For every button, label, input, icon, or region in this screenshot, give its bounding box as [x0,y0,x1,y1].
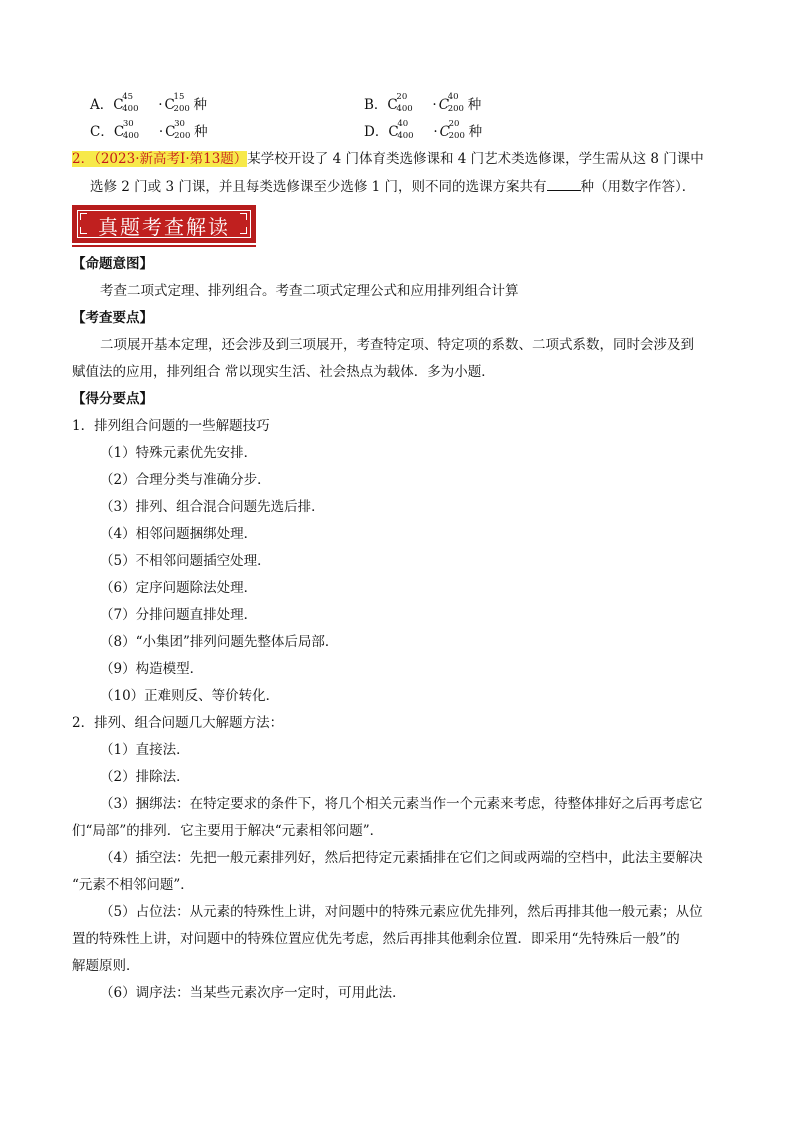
combination-symbol: C 30 200 [165,119,191,141]
score-heading: 【得分要点】 [72,391,153,407]
question-2-line-2: 选修 2 门或 3 门课，并且每类选修课至少选修 1 门，则不同的选课方案共有 种（用数字作答）． [90,176,695,197]
list-item: （4）相邻问题捆绑处理． [100,526,258,542]
question-2-line-1 [72,149,704,169]
option-d-label: D． [364,124,389,140]
combination-symbol: C 30 400 [113,119,140,141]
banner-title: 真题考查解读 [98,215,230,239]
list-item: （8）“小集团”排列问题先整体后局部． [100,634,339,650]
option-a[interactable]: A．C 45 400 · C 15 200 种 [90,92,208,114]
option-b[interactable]: B．C 20 400 · C 40 200 种 [364,92,482,114]
list-item: （6）定序问题除法处理． [100,580,258,596]
points-body-line-1: 二项展开基本定理，还会涉及到三项展开，考查特定项、特定项的系数、二项式系数，同时会涉及到 [100,337,694,353]
method-item: （4）插空法：先把一般元素排列好，然后把待定元素插排在它们之间或两端的空档中，此法主要解决 [100,850,703,866]
points-body-line-2: 赋值法的应用，排列组合 常以现实生活、社会热点为载体．多为小题． [72,364,495,380]
list-item: （2）合理分类与准确分步． [100,472,271,488]
combination-symbol: C 15 200 [164,92,190,114]
intent-heading: 【命题意图】 [72,256,153,272]
list1-title: 1．排列组合问题的一些解题技巧 [72,418,270,434]
method-item: （6）调序法：当某些元素次序一定时，可用此法． [100,985,406,1001]
combination-symbol: C 40 200 [438,92,464,114]
section-banner [72,205,256,243]
combination-symbol: C 40 400 [388,119,414,141]
combination-symbol: C 45 400 [113,92,139,114]
method-item: （5）占位法：从元素的特殊性上讲，对问题中的特殊元素应优先排列，然后再排其他一般元素；从位 [100,904,703,920]
list-item: （10）正难则反、等价转化． [100,688,280,704]
list-item: （9）构造模型． [100,661,204,677]
method-item-cont: 们“局部”的排列．它主要用于解决“元素相邻问题”． [72,823,384,839]
method-item-cont: “元素不相邻问题”． [72,877,194,893]
option-c-label: C． [90,124,114,140]
list-item: （5）不相邻问题插空处理． [100,553,271,569]
question-2-number: 2． [72,151,95,167]
method-item-cont: 解题原则． [72,958,140,974]
combination-symbol: C 20 400 [387,92,413,114]
combination-symbol: C 20 200 [439,119,465,141]
answer-blank[interactable] [547,176,581,191]
points-heading: 【考查要点】 [72,310,153,326]
list-item: （3）排列、组合混合问题先选后排． [100,499,325,515]
method-item-cont: 置的特殊性上讲，对问题中的特殊位置应优先考虑，然后再排其他剩余位置．即采用“先特殊后一般”的 [72,931,680,947]
option-d[interactable]: D．C 40 400 · C 20 200 种 [364,119,483,141]
list-item: （1）特殊元素优先安排． [100,445,258,461]
banner-underline [72,245,256,247]
method-item: （2）排除法． [100,769,190,785]
method-item: （1）直接法． [100,742,190,758]
list-item: （7）分排问题直排处理． [100,607,258,623]
question-2-source: （2023·新高考Ⅰ·第13题） [94,151,248,167]
option-c[interactable]: C．C 30 400 · C 30 200 种 [90,119,208,141]
intent-body: 考查二项式定理、排列组合。考查二项式定理公式和应用排列组合计算 [100,283,519,299]
option-b-label: B． [364,97,388,113]
question-2-text: 某学校开设了 4 门体育类选修课和 4 门艺术类选修课，学生需从这 8 门课中 [247,151,704,167]
option-a-label: A． [90,97,114,113]
list2-title: 2．排列、组合问题几大解题方法： [72,715,284,731]
method-item: （3）捆绑法：在特定要求的条件下，将几个相关元素当作一个元素来考虑，待整体排好之后再考虑它 [100,796,703,812]
